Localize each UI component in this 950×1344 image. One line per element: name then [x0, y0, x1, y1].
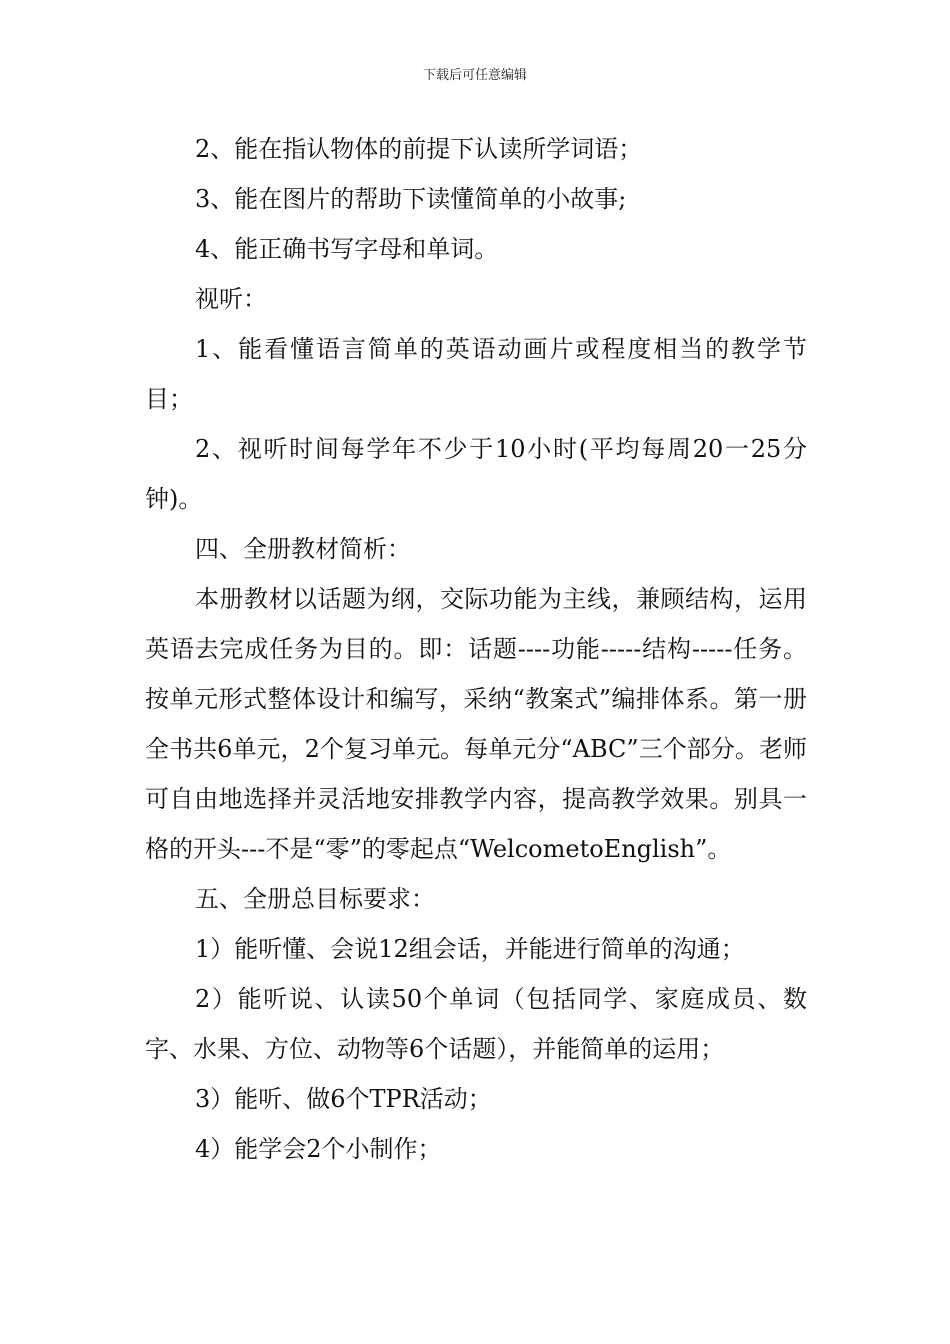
section-heading-textbook-analysis: 四、全册教材简析： [195, 535, 411, 563]
page-header: 下载后可任意编辑 [422, 68, 527, 83]
paragraph-5: 1、能看懂语言简单的英语动画片或程度相当的教学节目； [145, 335, 807, 413]
paragraph-3: 4、能正确书写字母和单词。 [195, 235, 499, 263]
document-body [145, 124, 807, 1174]
paragraph-12: 3）能听、做6个TPR活动； [195, 1085, 492, 1113]
section-heading-audiovisual: 视听： [195, 285, 267, 313]
paragraph-2: 3、能在图片的帮助下读懂简单的小故事; [195, 185, 627, 213]
paragraph-8: 本册教材以话题为纲，交际功能为主线，兼顾结构，运用英语去完成任务为目的。即：话题----功能-----结构-----任务。按单元形式整体设计和编写，采纳“教案式”编排体系。第一册全书共6单元，2个复习单元。每单元分“ABC”三个部分。老师可自由地选择并灵活地安排教学内容，提高教学效果。别具一格的开头---不是“零”的零起点“WelcometoEnglish”。 [145, 585, 807, 863]
paragraph-10: 1）能听懂、会说12组会话，并能进行简单的沟通； [195, 935, 745, 963]
paragraph-6: 2、视听时间每学年不少于10小时(平均每周20一25分钟)。 [145, 435, 807, 513]
section-heading-overall-goals: 五、全册总目标要求： [195, 885, 435, 913]
paragraph-1: 2、能在指认物体的前提下认读所学词语； [195, 135, 643, 163]
paragraph-11: 2）能听说、认读50个单词（包括同学、家庭成员、数字、水果、方位、动物等6个话题），并能简单的运用； [145, 985, 807, 1063]
paragraph-13: 4）能学会2个小制作； [195, 1135, 442, 1163]
